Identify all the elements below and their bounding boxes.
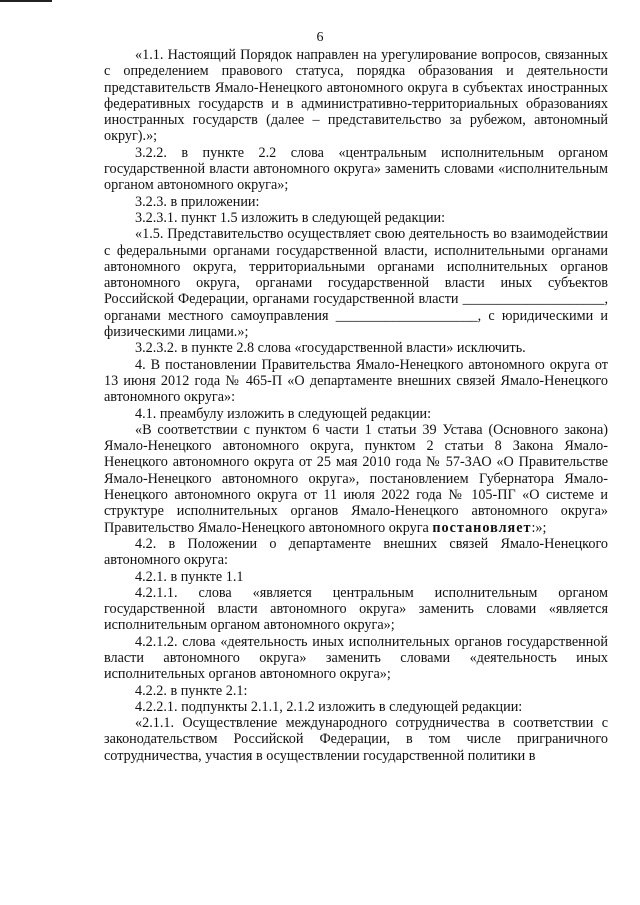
document-body [104, 47, 608, 764]
paragraph-3-2-3-1: 3.2.3.1. пункт 1.5 изложить в следующей редакции: [135, 209, 446, 226]
paragraph-3-2-3-2: 3.2.3.2. в пункте 2.8 слова «государственной власти» исключить. [135, 340, 526, 357]
paragraph-3-2-3: 3.2.3. в приложении: [135, 193, 260, 210]
paragraph-3-2-2: 3.2.2. в пункте 2.2 слова «центральным исполнительным органом государственной власти автономного округа» заменить словами «исполнительным органом автономного округа»; [104, 144, 608, 194]
paragraph-4-2-2: 4.2.2. в пункте 2.1: [135, 682, 248, 699]
preamble-text: «В соответствии с пунктом 6 части 1 статьи 39 Устава (Основного закона) Ямало-Ненецкого автономного округа, пунктом 2 статьи 8 Закона Ямало-Ненецкого автономного округа от 25 мая 2010 года № 57-ЗАО «О Правительстве Ямало-Ненецкого автономного округа», постановлением Губернатора Ямало-Ненецкого автономного округа от 11 июля 2022 года № 105-ПГ «О системе и структуре исполнительных органов Ямало-Ненецкого автономного округа» Правительство Ямало-Ненецкого автономного округа [104, 421, 608, 536]
preamble-emphasis: постановляет [432, 519, 532, 536]
preamble-quote [104, 422, 608, 536]
paragraph-4-2-1: 4.2.1. в пункте 1.1 [135, 568, 244, 585]
paragraph-4-2-1-2: 4.2.1.2. слова «деятельность иных исполнительных органов государственной власти автономного округа» заменить словами «деятельность иных исполнительных органов автономного округа»; [104, 633, 608, 683]
scan-top-mark [0, 0, 52, 2]
paragraph-4-2: 4.2. в Положении о департаменте внешних связей Ямало-Ненецкого автономного округа: [104, 535, 608, 569]
paragraph-1-5-quote: «1.5. Представительство осуществляет свою деятельность во взаимодействии с федеральными органами государственной власти, исполнительными органами автономного округа, территориальными органами исполнительных органов автономного округа, органами государственной власти иных субъектов Российской Федерации, органами государственной власти ____________________, органами местного самоуправления ____________________, с юридическими и физическими лицами.»; [104, 226, 608, 341]
paragraph-4-2-2-1: 4.2.2.1. подпункты 2.1.1, 2.1.2 изложить в следующей редакции: [135, 698, 523, 715]
paragraph-4-1: 4.1. преамбулу изложить в следующей редакции: [135, 405, 432, 422]
paragraph-2-1-1-quote: «2.1.1. Осуществление международного сотрудничества в соответствии с законодательством Российской Федерации, в том числе приграничного сотрудничества, участия в осуществлении государственной политики в [104, 715, 608, 764]
paragraph-4: 4. В постановлении Правительства Ямало-Ненецкого автономного округа от 13 июня 2012 года № 465-П «О департаменте внешних связей Ямало-Ненецкого автономного округа»: [104, 356, 608, 406]
page-number: 6 [316, 30, 324, 45]
paragraph-4-2-1-1: 4.2.1.1. слова «является центральным исполнительным органом государственной власти автономного округа» заменить словами «является исполнительным органом автономного округа»; [104, 584, 608, 634]
preamble-tail: :»; [531, 519, 547, 536]
paragraph-1-1-quote: «1.1. Настоящий Порядок направлен на урегулирование вопросов, связанных с определением правового статуса, порядка образования и деятельности представительств Ямало-Ненецкого автономного округа в субъектах иностранных федеративных государств и в административно-территориальных образованиях иностранных государств (далее – представительство за рубежом, автономный округ).»; [104, 47, 608, 145]
